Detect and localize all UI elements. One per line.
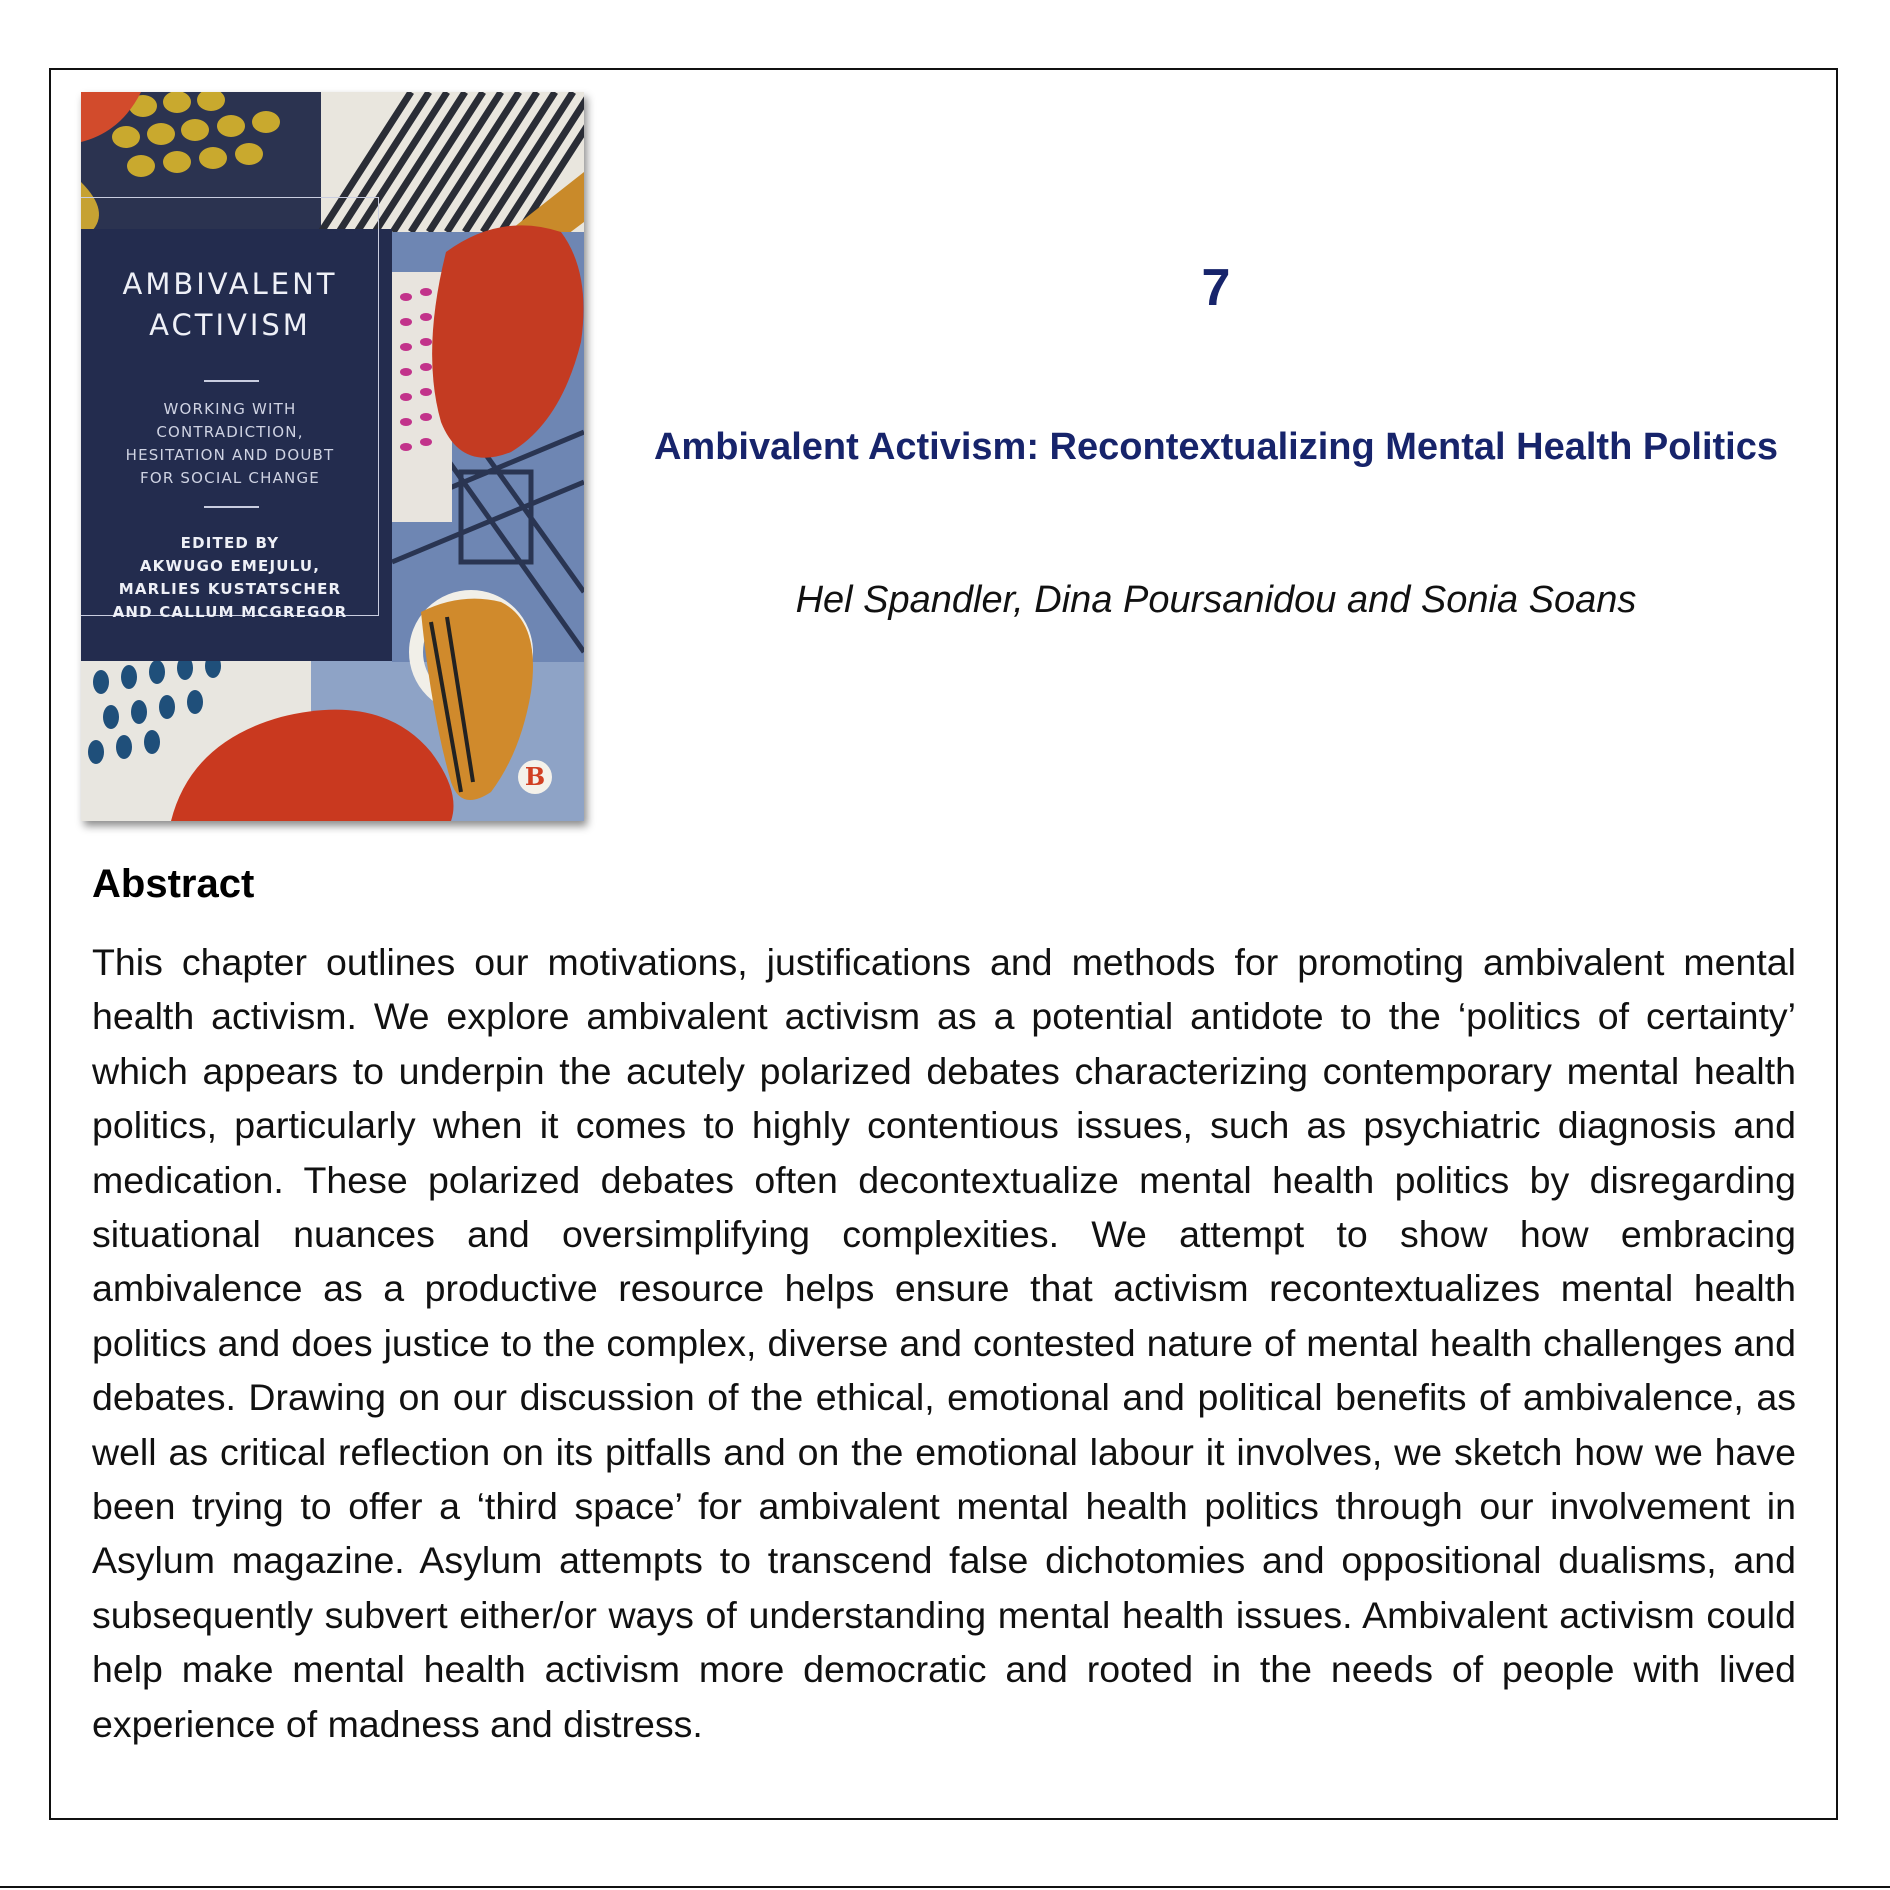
cover-subtitle — [81, 398, 379, 490]
cover-title-line: AMBIVALENT — [122, 267, 338, 301]
cover-editors-line: MARLIES KUSTATSCHER — [118, 580, 342, 598]
cover-divider — [204, 380, 259, 382]
cover-subtitle-line: FOR SOCIAL CHANGE — [140, 469, 320, 487]
page-bottom-rule — [0, 1886, 1890, 1888]
cover-editors-line: EDITED BY — [180, 534, 280, 552]
book-cover-image — [81, 92, 584, 821]
cover-editors — [81, 532, 379, 624]
cover-subtitle-line: HESITATION AND DOUBT — [125, 446, 335, 464]
chapter-authors: Hel Spandler, Dina Poursanidou and Sonia Soans — [795, 579, 1637, 621]
cover-editors-line: AKWUGO EMEJULU, — [139, 557, 321, 575]
abstract-text: This chapter outlines our motivations, justifications and methods for promoting ambivalent mental health activism. We explore ambivalent activism as a potential antidote to the ‘politics of certainty’ which appears to underpin the acutely polarized debates characterizing contemporary mental health politics, particularly when it comes to highly contentious issues, such as psychiatric diagnosis and medication. These polarized debates often decontextualize mental health politics by disregarding situational nuances and oversimplifying complexities. We attempt to show how embracing ambivalence as a productive resource helps ensure that activism recontextualizes mental health politics and does justice to the complex, diverse and contested nature of mental health challenges and debates. Drawing on our discussion of the ethical, emotional and political benefits of ambivalence, as well as critical reflection on its pitfalls and on the emotional labour it involves, we sketch how we have been trying to offer a ‘third space’ for ambivalent mental health politics through our involvement in Asylum magazine. Asylum attempts to transcend false dichotomies and oppositional dualisms, and subsequently subvert either/or ways of understanding mental health issues. Ambivalent activism could help make mental health activism more democratic and rooted in the needs of people with lived experience of madness and distress. — [92, 941, 1796, 1745]
abstract-heading: Abstract — [92, 862, 255, 906]
publisher-logo: B — [518, 760, 552, 794]
cover-subtitle-line: WORKING WITH — [163, 400, 297, 418]
cover-editors-line: AND CALLUM MCGREGOR — [112, 603, 348, 621]
cover-subtitle-line: CONTRADICTION, — [156, 423, 304, 441]
cover-divider — [204, 506, 259, 508]
cover-title — [81, 264, 379, 346]
chapter-title: Ambivalent Activism: Recontextualizing Mental Health Politics — [653, 426, 1779, 468]
cover-title-line: ACTIVISM — [149, 308, 311, 342]
chapter-number: 7 — [1201, 259, 1231, 317]
